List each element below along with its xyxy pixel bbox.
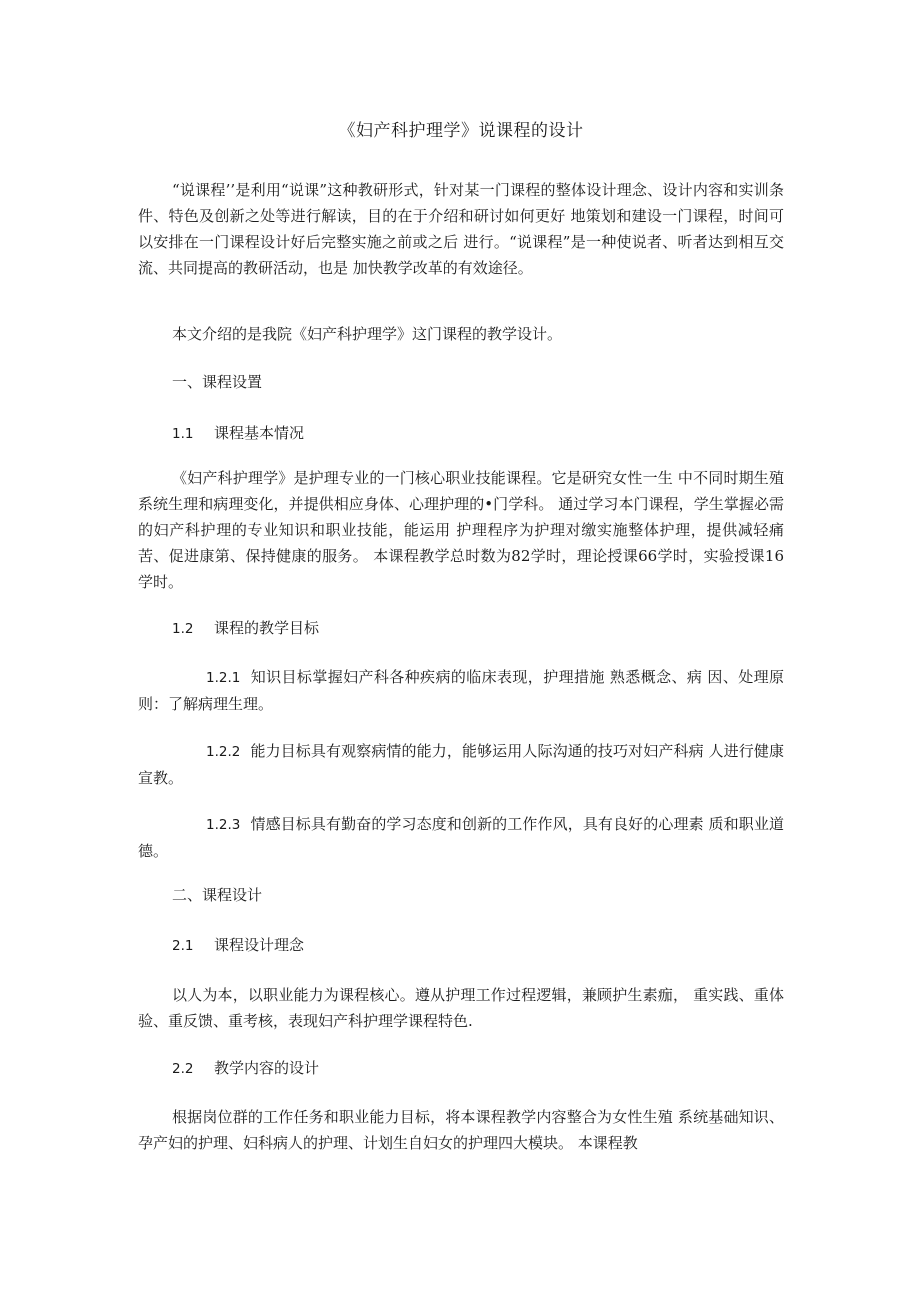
subsection-1-1-title: 课程基本情况 bbox=[214, 424, 305, 442]
goal-knowledge-text: 知识目标掌握妇产科各种疾病的临床表现，护理措施 熟悉概念、病 因、处理原则：了解病理生理。 bbox=[138, 668, 784, 713]
subsection-2-2-title: 教学内容的设计 bbox=[214, 1059, 320, 1077]
goal-ability-text: 能力目标具有观察病情的能力，能够运用人际沟通的技巧对妇产科病 人进行健康宣教。 bbox=[138, 742, 784, 787]
subsection-1-1-heading bbox=[172, 420, 304, 447]
subsection-2-1-heading bbox=[172, 932, 304, 959]
subsection-2-2-heading bbox=[172, 1055, 319, 1082]
document-title: 《妇产科护理学》说课程的设计 bbox=[338, 121, 584, 141]
intro-paragraph: “说课程’’是利用“说课”这种教研形式，针对某一门课程的整体设计理念、设计内容和实训条件、特色及创新之处等进行解读，目的在于介绍和研讨如何更好 地策划和建设一门课程，时间可以安排在一门课程设计好后完整实施之前或之后 进行。“说课程”是一种使说者、听者达到相互交流、共同提高的教研活动，也是 加快教学改革的有效途径。 bbox=[138, 181, 784, 277]
goal-emotion-text: 情感目标具有勤奋的学习态度和创新的工作作风，具有良好的心理素 质和职业道德。 bbox=[138, 815, 784, 860]
course-basics-paragraph: 《妇产科护理学》是护理专业的一门核心职业技能课程。它是研究女性一生 中不同时期生殖系统生理和病理变化，并提供相应身体、心理护理的•门学科。 通过学习本门课程，学生掌握必需的妇产科护理的专业知识和职业技能，能运用 护理程序为护理对缴实施整体护理，提供减轻痛苦、促进康第、保持健康的服务。 本课程教学总时数为82学时，理论授课66学时，实验授课16学时。 bbox=[138, 469, 784, 591]
subsection-2-1-number: 2.1 bbox=[172, 938, 194, 954]
section-2-heading: 二、课程设计 bbox=[172, 886, 263, 904]
goal-emotion-number: 1.2.3 bbox=[206, 817, 241, 833]
content-design-paragraph: 根据岗位群的工作任务和职业能力目标，将本课程教学内容整合为女性生殖 系统基础知识、孕产妇的护理、妇科病人的护理、计划生自妇女的护理四大模块。 本课程教 bbox=[138, 1108, 784, 1152]
subsection-1-2-heading bbox=[172, 615, 319, 642]
design-concept-paragraph: 以人为本，以职业能力为课程核心。遵从护理工作过程逻辑，兼顾护生素痂， 重实践、重体验、重反馈、重考核，表现妇产科护理学课程特色. bbox=[138, 986, 784, 1030]
subsection-1-1-number: 1.1 bbox=[172, 426, 194, 442]
intro-paragraph-2: 本文介绍的是我院《妇产科护理学》这门课程的教学设计。 bbox=[172, 325, 563, 343]
goal-ability-paragraph bbox=[138, 738, 784, 791]
goal-knowledge-number: 1.2.1 bbox=[206, 670, 241, 686]
subsection-2-1-title: 课程设计理念 bbox=[214, 936, 305, 954]
subsection-1-2-title: 课程的教学目标 bbox=[214, 619, 320, 637]
subsection-1-2-number: 1.2 bbox=[172, 621, 194, 637]
goal-emotion-paragraph bbox=[138, 811, 784, 864]
section-1-heading: 一、课程设置 bbox=[172, 373, 263, 391]
subsection-2-2-number: 2.2 bbox=[172, 1061, 194, 1077]
goal-knowledge-paragraph bbox=[138, 664, 784, 717]
goal-ability-number: 1.2.2 bbox=[206, 744, 241, 760]
